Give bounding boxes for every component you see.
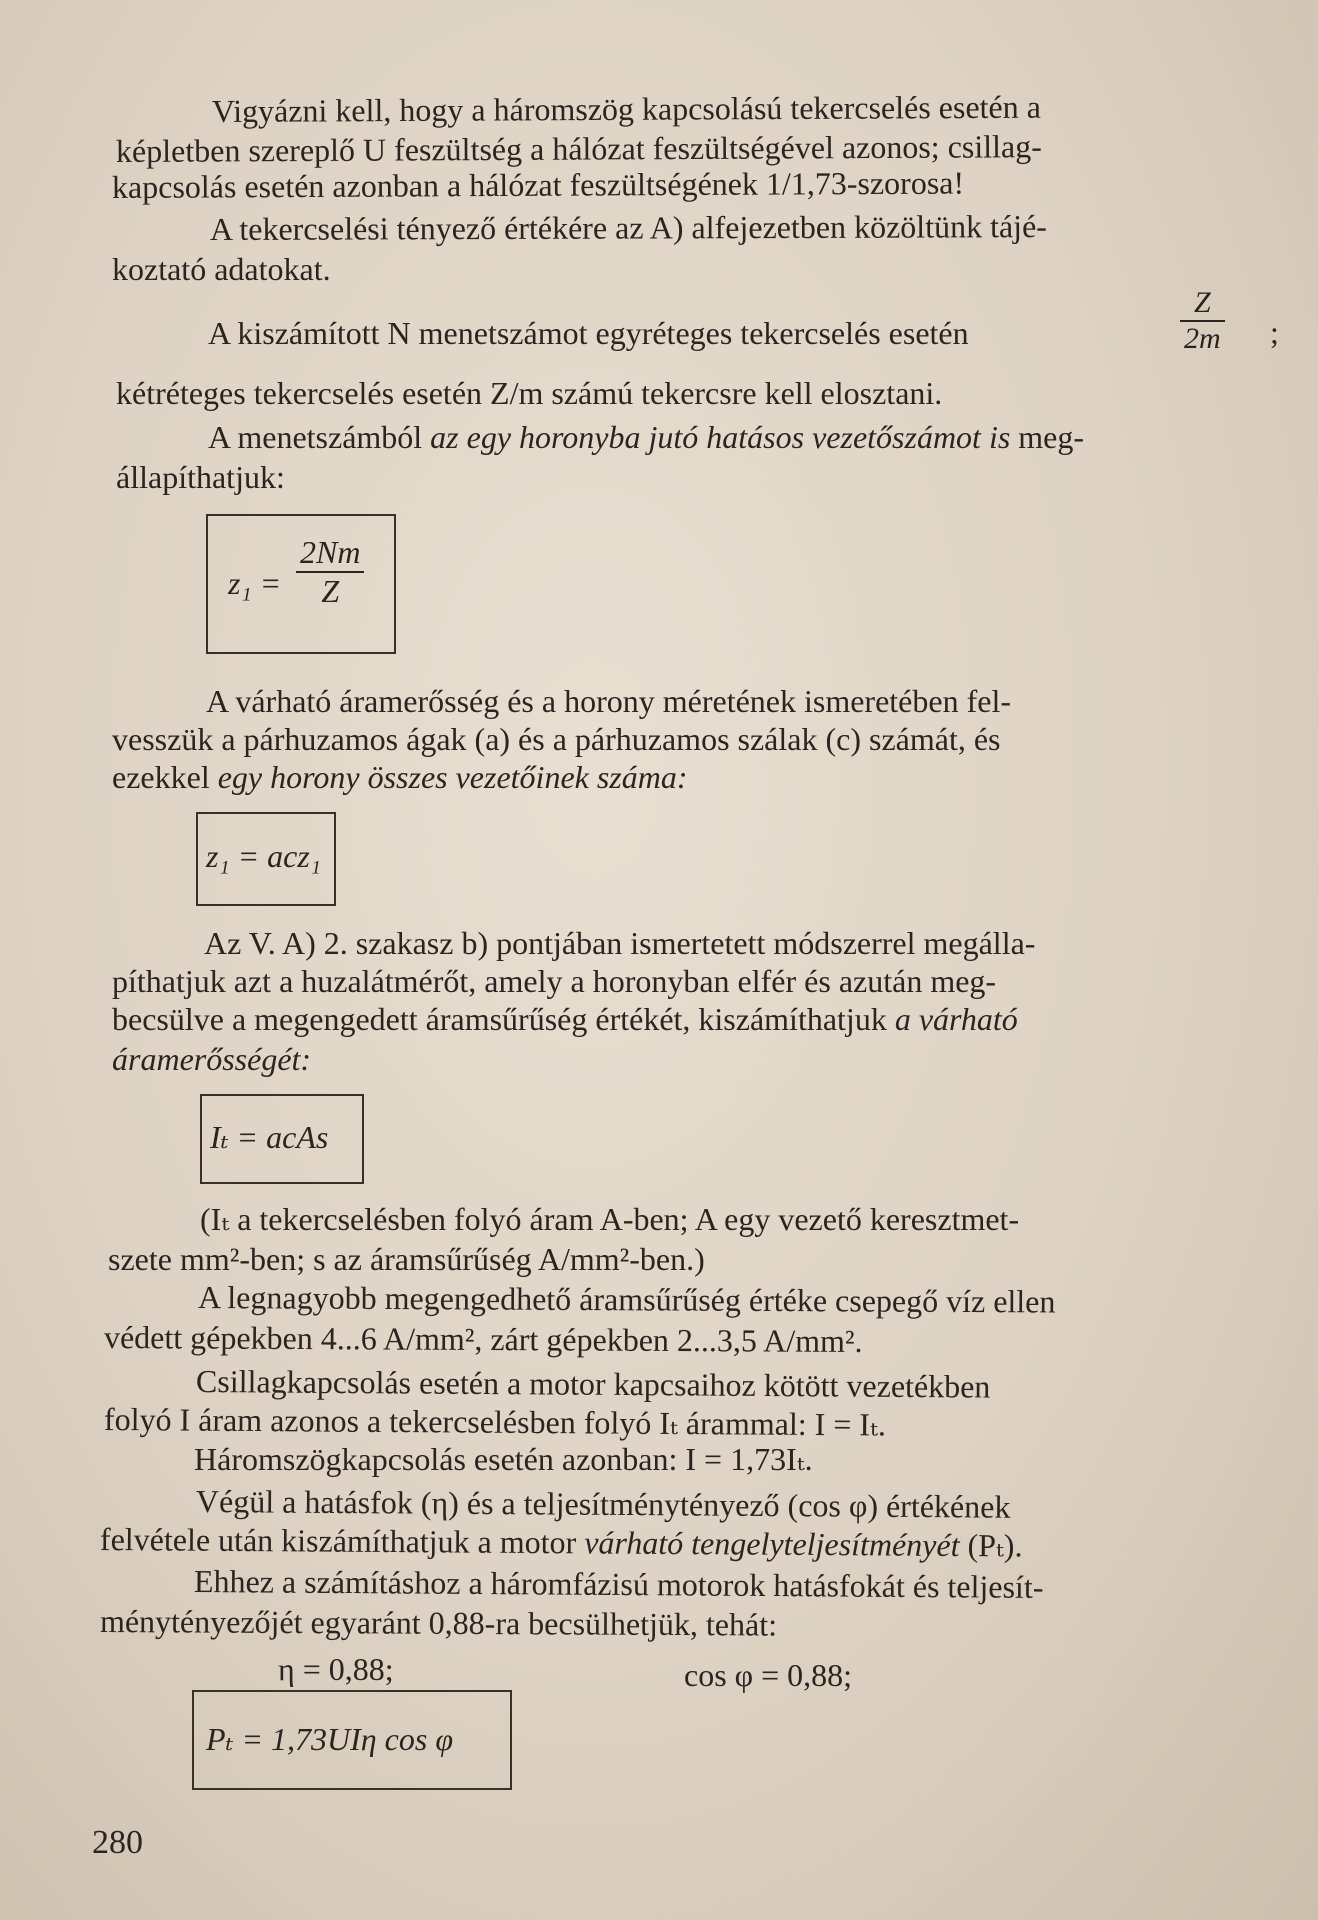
- text-line: kétréteges tekercselés esetén Z/m számú tekercsre kell elosztani.: [116, 375, 943, 411]
- text-run: meg-: [1010, 419, 1085, 455]
- text-run: becsülve a megengedett áramsűrűség értékét, kiszámíthatjuk: [112, 1001, 895, 1037]
- formula-z1-acz1: z₁ = acz₁: [206, 838, 321, 874]
- text-line: vesszük a párhuzamos ágak (a) és a párhuzamos szálak (c) számát, és: [112, 721, 1001, 757]
- text-run: ezekkel: [112, 759, 218, 795]
- italic-emphasis: várható tengelyteljesítményét: [584, 1524, 960, 1564]
- text-line: [208, 418, 1084, 456]
- formula-z1-lhs: z₁ =: [228, 565, 282, 601]
- text-line: folyó I áram azonos a tekercselésben folyó Iₜ árammal: I = Iₜ.: [103, 1401, 887, 1443]
- text-line: A kiszámított N menetszámot egyréteges tekercselés esetén: [208, 315, 969, 351]
- fraction-z-over-2m: [1180, 286, 1225, 356]
- fraction-denominator: Z: [321, 573, 340, 609]
- text-line: (Iₜ a tekercselésben folyó áram A-ben; A egy vezető keresztmet-: [200, 1201, 1020, 1237]
- text-line: védett gépekben 4...6 A/mm², zárt gépekben 2...3,5 A/mm².: [103, 1319, 863, 1359]
- text-run: A menetszámból: [208, 419, 431, 455]
- text-line: [112, 758, 688, 796]
- eta-value: η = 0,88;: [278, 1651, 394, 1687]
- text-line: szete mm²-ben; s az áramsűrűség A/mm²-ben.): [108, 1241, 705, 1277]
- text-line: Végül a hatásfok (η) és a teljesítménytényező (cos φ) értékének: [195, 1483, 1011, 1525]
- text-line: ménytényezőjét egyaránt 0,88-ra becsülhetjük, tehát:: [99, 1603, 778, 1643]
- text-line: Vigyázni kell, hogy a háromszög kapcsolású tekercselés esetén a: [211, 88, 1041, 129]
- italic-emphasis: egy horony összes vezetőinek száma:: [217, 759, 688, 795]
- text-line: képletben szereplő U feszültség a hálózat feszültségével azonos; csillag-: [115, 128, 1042, 169]
- fraction-numerator: Z: [1180, 286, 1225, 322]
- text-line: Csillagkapcsolás esetén a motor kapcsaihoz kötött vezetékben: [195, 1363, 991, 1405]
- fraction-numerator: 2Nm: [296, 534, 364, 573]
- text-run: felvétele után kiszámíthatjuk a motor: [99, 1521, 585, 1561]
- text-line: A legnagyobb megengedhető áramsűrűség értéke csepegő víz ellen: [197, 1279, 1056, 1320]
- formula-pt: Pₜ = 1,73UIη cos φ: [206, 1721, 454, 1757]
- page-number: 280: [92, 1824, 143, 1861]
- text-line: Háromszögkapcsolás esetén azonban: I = 1,73Iₜ.: [194, 1441, 813, 1477]
- formula-it-acas: Iₜ = acAs: [210, 1119, 329, 1155]
- text-line: kapcsolás esetén azonban a hálózat feszültségének 1/1,73-szorosa!: [111, 164, 965, 205]
- text-line: állapíthatjuk:: [116, 459, 285, 495]
- cosphi-value: cos φ = 0,88;: [684, 1657, 853, 1693]
- fraction-denominator: 2m: [1184, 322, 1221, 355]
- text-line: A tekercselési tényező értékére az A) alfejezetben közöltünk tájé-: [209, 208, 1047, 247]
- text-line: Ehhez a számításhoz a háromfázisú motorok hatásfokát és teljesít-: [193, 1563, 1044, 1605]
- text-line: [112, 1000, 1018, 1038]
- text-line: A várható áramerősség és a horony méretének ismeretében fel-: [206, 683, 1011, 719]
- semicolon: ;: [1270, 314, 1279, 350]
- text-line: píthatjuk azt a huzalátmérőt, amely a horonyban elfér és azután meg-: [112, 963, 997, 999]
- text-line: áramerősségét:: [112, 1041, 312, 1077]
- italic-emphasis: a várható: [894, 1001, 1018, 1037]
- text-line: koztató adatokat.: [112, 251, 331, 287]
- text-line: Az V. A) 2. szakasz b) pontjában ismertetett módszerrel megálla-: [204, 925, 1036, 961]
- formula-fraction: [296, 534, 364, 610]
- text-line: [100, 1520, 1023, 1564]
- text-run: (Pₜ).: [959, 1527, 1023, 1564]
- italic-emphasis: az egy horonyba jutó hatásos vezetőszámot is: [430, 419, 1011, 455]
